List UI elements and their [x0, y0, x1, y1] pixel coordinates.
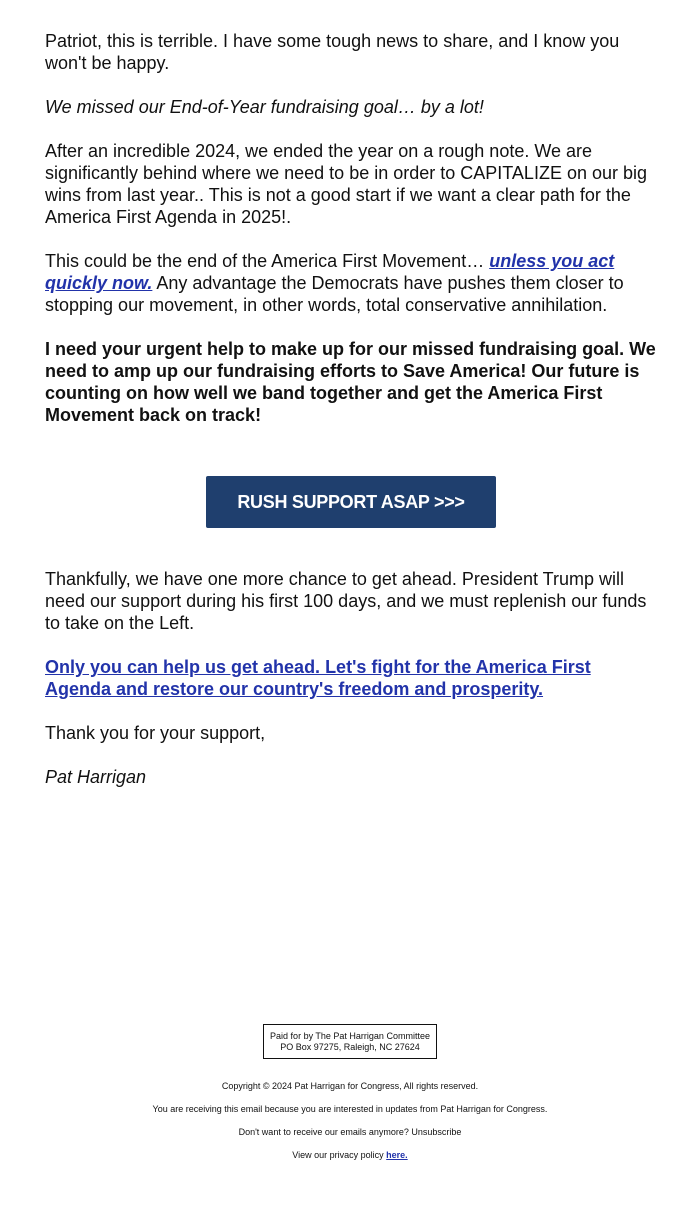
privacy-policy-text — [0, 1150, 700, 1161]
cta-container — [45, 476, 657, 528]
paragraph-rough-note: After an incredible 2024, we ended the year on a rough note. We are significantly behind where we need to be in order to CAPITALIZE on our big wins from last year.. This is not a good start if we want a clear path for the America First Agenda in 2025!. — [45, 141, 648, 227]
fight-link[interactable]: Only you can help us get ahead. Let's fight for the America First Agenda and restore our country's freedom and prosperity. — [45, 657, 591, 699]
unsubscribe-text[interactable]: Don't want to receive our emails anymore? Unsubscribe — [238, 1127, 462, 1137]
paragraph-end-of-movement — [45, 250, 657, 316]
receiving-text: You are receiving this email because you are interested in updates from Pat Harrigan for Congress. — [152, 1104, 548, 1114]
paid-for-line2: PO Box 97275, Raleigh, NC 27624 — [280, 1042, 420, 1052]
paragraph-urgent-help: I need your urgent help to make up for our missed fundraising goal. We need to amp up our fundraising efforts to Save America! Our future is counting on how well we band together and get the America First Movement back on track! — [45, 339, 656, 425]
copyright-text: Copyright © 2024 Pat Harrigan for Congress, All rights reserved. — [221, 1081, 479, 1091]
paragraph-missed-goal: We missed our End-of-Year fundraising goal… by a lot! — [45, 97, 484, 117]
paragraph-thank-you: Thank you for your support, — [45, 723, 266, 743]
paid-for-box — [263, 1024, 437, 1059]
paragraph-end-rest: Any advantage the Democrats have pushes them closer to stopping our movement, in other words, total conservative annihilation. — [45, 273, 624, 315]
act-quickly-link[interactable]: unless you act quickly now. — [45, 251, 615, 293]
paragraph-end-start: This could be the end of the America First Movement… — [45, 251, 490, 271]
rush-support-button[interactable]: RUSH SUPPORT ASAP >>> — [206, 476, 496, 528]
paragraph-intro: Patriot, this is terrible. I have some tough news to share, and I know you won't be happy. — [45, 31, 620, 73]
signature: Pat Harrigan — [45, 767, 147, 787]
privacy-link[interactable]: here. — [386, 1150, 408, 1160]
privacy-text: View our privacy policy — [292, 1150, 387, 1160]
paragraph-fight-link-wrap — [45, 656, 657, 700]
email-footer — [0, 1024, 700, 1161]
paragraph-one-more-chance: Thankfully, we have one more chance to get ahead. President Trump will need our support during his first 100 days, and we must replenish our funds to take on the Left. — [45, 569, 647, 633]
paid-for-line1: Paid for by The Pat Harrigan Committee — [270, 1031, 430, 1041]
email-body — [45, 30, 657, 810]
